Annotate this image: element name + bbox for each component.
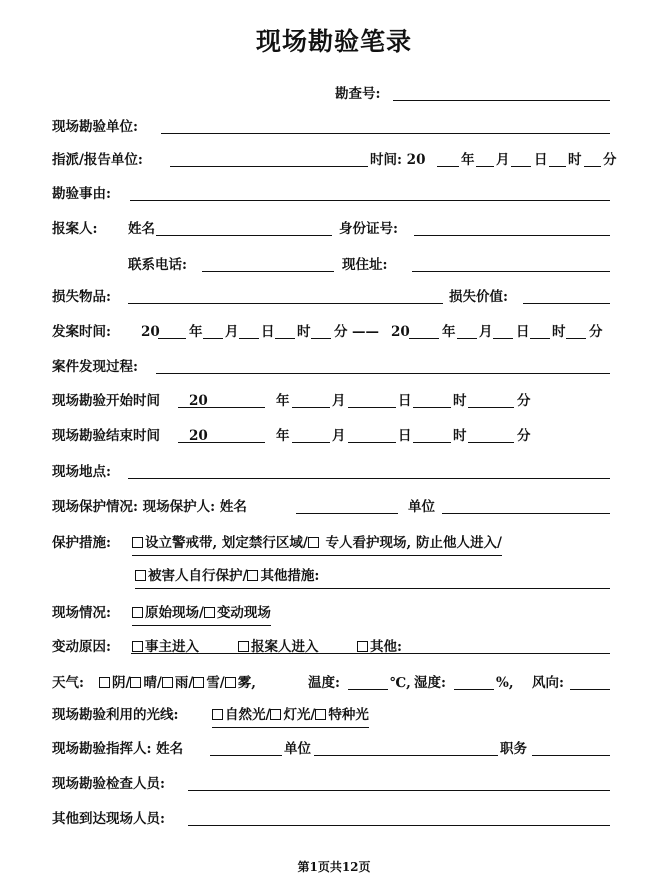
label-light: 现场勘验利用的光线: [52,707,179,723]
commander-unit-field[interactable] [314,755,498,756]
option-cordon: 设立警戒带, 划定禁行区域/ [145,535,308,551]
label-20-b: 20 [391,324,410,340]
page-number: 第1页共12页 [297,860,371,874]
label-process: 案件发现过程: [52,359,138,375]
label-weather: 天气: [52,675,84,691]
label-reason: 勘验事由: [52,186,111,202]
label-name: 姓名 [128,221,155,237]
label-hour-end: 时 [453,428,467,444]
label-day-b: 日 [516,324,530,340]
option-rain: 雨/ [174,675,194,691]
checkbox-other-change[interactable] [357,641,368,652]
incident-minute-b[interactable] [566,338,586,339]
checkbox-lamp[interactable] [270,709,281,720]
incident-day-b[interactable] [493,338,513,339]
protector-name-field[interactable] [296,513,398,514]
label-year-start: 年 [276,393,290,409]
label-minute-a: 分 [334,324,348,340]
label-20-a: 20 [141,324,160,340]
label-month-end: 月 [332,428,346,444]
checkbox-other-measures[interactable] [247,570,258,581]
checkbox-reporter[interactable] [238,641,249,652]
label-20-start: 20 [189,393,208,409]
label-month: 月 [496,152,510,168]
row-reporter [52,218,612,240]
label-temp: 温度: [308,675,340,691]
row-measures-2 [52,565,612,587]
time-day-field[interactable] [511,166,531,167]
commander-name-field[interactable] [210,755,282,756]
label-year-a: 年 [189,324,203,340]
checkbox-rain[interactable] [162,677,173,688]
start-minute-field[interactable] [468,407,514,408]
label-hour: 时 [568,152,582,168]
row-measures [52,532,612,554]
incident-hour-a[interactable] [275,338,295,339]
row-process [52,356,612,378]
incident-minute-a[interactable] [311,338,331,339]
kancha-no-field[interactable] [393,100,610,101]
label-phone: 联系电话: [128,257,187,273]
label-dash: —— [352,324,379,340]
address-field[interactable] [412,271,610,272]
position-field[interactable] [532,755,610,756]
checkbox-snow[interactable] [193,677,204,688]
label-assign-unit: 指派/报告单位: [52,152,143,168]
checkbox-cloudy[interactable] [99,677,110,688]
label-others: 其他到达现场人员: [52,811,165,827]
protector-unit-field[interactable] [442,513,610,514]
label-wind: 风向: [532,675,564,691]
lost-value-field[interactable] [523,303,610,304]
label-kancha-no: 勘查号: [335,86,381,102]
option-guard: 专人看护现场, 防止他人进入/ [320,535,502,551]
checkbox-cordon[interactable] [132,537,143,548]
time-hour-spacer [549,166,566,167]
checkbox-victim[interactable] [135,570,146,581]
label-inspectors: 现场勘验检查人员: [52,776,165,792]
row-change-reason [52,636,612,658]
label-day: 日 [534,152,548,168]
checkbox-natural[interactable] [212,709,223,720]
row-location [52,461,612,483]
reporter-name-field[interactable] [156,235,332,236]
label-start-time: 现场勘验开始时间 [52,393,160,409]
label-minute-b: 分 [589,324,603,340]
humidity-field[interactable] [454,689,494,690]
label-day-a: 日 [261,324,275,340]
process-field[interactable] [156,373,610,374]
label-location: 现场地点: [52,464,111,480]
time-month-field[interactable] [476,166,494,167]
option-reporter: 报案人进入 [251,639,319,655]
label-hour-b: 时 [552,324,566,340]
row-weather [52,672,612,694]
incident-month-b[interactable] [457,338,477,339]
light-options [212,704,369,728]
row-inspectors [52,773,612,795]
measures-options-2 [135,565,610,589]
label-reporter: 报案人: [52,221,98,237]
label-hour-a: 时 [297,324,311,340]
option-owner: 事主进入 [145,639,199,655]
row-start-time [52,390,612,412]
checkbox-owner[interactable] [132,641,143,652]
option-cloudy: 阴/ [112,675,131,691]
others-field[interactable] [188,825,610,826]
end-hour-field[interactable] [413,442,451,443]
option-lamp: 灯光/ [283,707,316,723]
label-year-b: 年 [442,324,456,340]
option-snow: 雪/ [206,675,225,691]
incident-year-b[interactable] [409,338,439,339]
checkbox-fog[interactable] [225,677,236,688]
label-day-end: 日 [398,428,412,444]
row-protect [52,496,612,518]
lost-items-field[interactable] [128,303,443,304]
end-day-field[interactable] [348,442,396,443]
label-minute-start: 分 [517,393,531,409]
label-month-a: 月 [225,324,239,340]
label-minute: 分 [603,152,617,168]
checkbox-guard[interactable] [308,537,319,548]
checkbox-sunny[interactable] [130,677,141,688]
wind-field[interactable] [570,689,610,690]
id-no-field[interactable] [414,235,610,236]
option-original: 原始现场/ [145,605,204,621]
checkbox-changed[interactable] [204,607,215,618]
label-position: 职务 [500,741,527,757]
weather-options [99,672,256,694]
label-month-b: 月 [479,324,493,340]
row-reason [52,183,612,205]
assign-unit-field[interactable] [170,166,368,167]
incident-month-a[interactable] [203,338,223,339]
incident-year-a[interactable] [158,338,186,339]
label-lost-items: 损失物品: [52,289,111,305]
inspectors-field[interactable] [188,790,610,791]
phone-field[interactable] [202,271,334,272]
label-humidity: 湿度: [414,675,446,691]
option-natural: 自然光/ [225,707,271,723]
label-unit: 现场勘验单位: [52,119,138,135]
option-fog: 雾, [237,675,256,691]
row-scene [52,602,612,624]
checkbox-original[interactable] [132,607,143,618]
label-year-end: 年 [276,428,290,444]
label-hour-start: 时 [453,393,467,409]
label-address: 现住址: [342,257,388,273]
temp-field[interactable] [348,689,388,690]
checkbox-special[interactable] [315,709,326,720]
option-other-measures: 其他措施: [260,568,320,584]
row-phone [52,254,612,276]
label-protect: 现场保护情况: 现场保护人: 姓名 [52,499,247,515]
option-sunny: 晴/ [143,675,162,691]
page-title: 现场勘验笔录 [255,27,412,56]
label-commander-unit: 单位 [284,741,311,757]
change-option-2 [238,636,319,658]
label-20-end: 20 [189,428,208,444]
label-minute-end: 分 [517,428,531,444]
label-month-start: 月 [332,393,346,409]
start-month-field[interactable] [292,407,330,408]
label-lost-value: 损失价值: [449,289,508,305]
label-percent: %, [496,675,514,691]
time-year-field[interactable] [437,166,459,167]
location-field[interactable] [128,478,610,479]
label-celsius: ℃, [390,675,411,691]
row-assign [52,149,617,171]
scene-options [132,602,271,626]
label-change-reason: 变动原因: [52,639,111,655]
unit-field[interactable] [161,133,610,134]
change-option-3 [357,636,402,658]
label-id-no: 身份证号: [339,221,398,237]
incident-day-a[interactable] [239,338,259,339]
option-victim: 被害人自行保护/ [148,568,248,584]
end-minute-field[interactable] [468,442,514,443]
row-others [52,808,612,830]
start-day-field[interactable] [348,407,396,408]
row-unit [52,116,612,138]
label-year: 年 [461,152,475,168]
end-month-field[interactable] [292,442,330,443]
measures-options-1 [132,532,502,556]
row-end-time [52,425,612,447]
row-kancha-no [52,83,612,105]
time-minute-field[interactable] [584,166,601,167]
row-commander [52,738,612,760]
start-hour-field[interactable] [413,407,451,408]
label-scene: 现场情况: [52,605,111,621]
change-option-1 [132,636,199,658]
label-commander: 现场勘验指挥人: 姓名 [52,741,184,757]
label-protect-unit: 单位 [408,499,435,515]
option-changed: 变动现场 [216,605,271,621]
option-special: 特种光 [328,707,369,723]
reason-field[interactable] [130,200,610,201]
label-day-start: 日 [398,393,412,409]
label-measures: 保护措施: [52,535,111,551]
label-incident-time: 发案时间: [52,324,111,340]
row-incident-time [52,321,612,343]
label-end-time: 现场勘验结束时间 [52,428,160,444]
row-lost [52,286,612,308]
label-time: 时间: 20 [370,152,426,168]
option-other-change: 其他: [370,639,402,655]
incident-hour-b[interactable] [530,338,550,339]
row-light [52,704,612,726]
